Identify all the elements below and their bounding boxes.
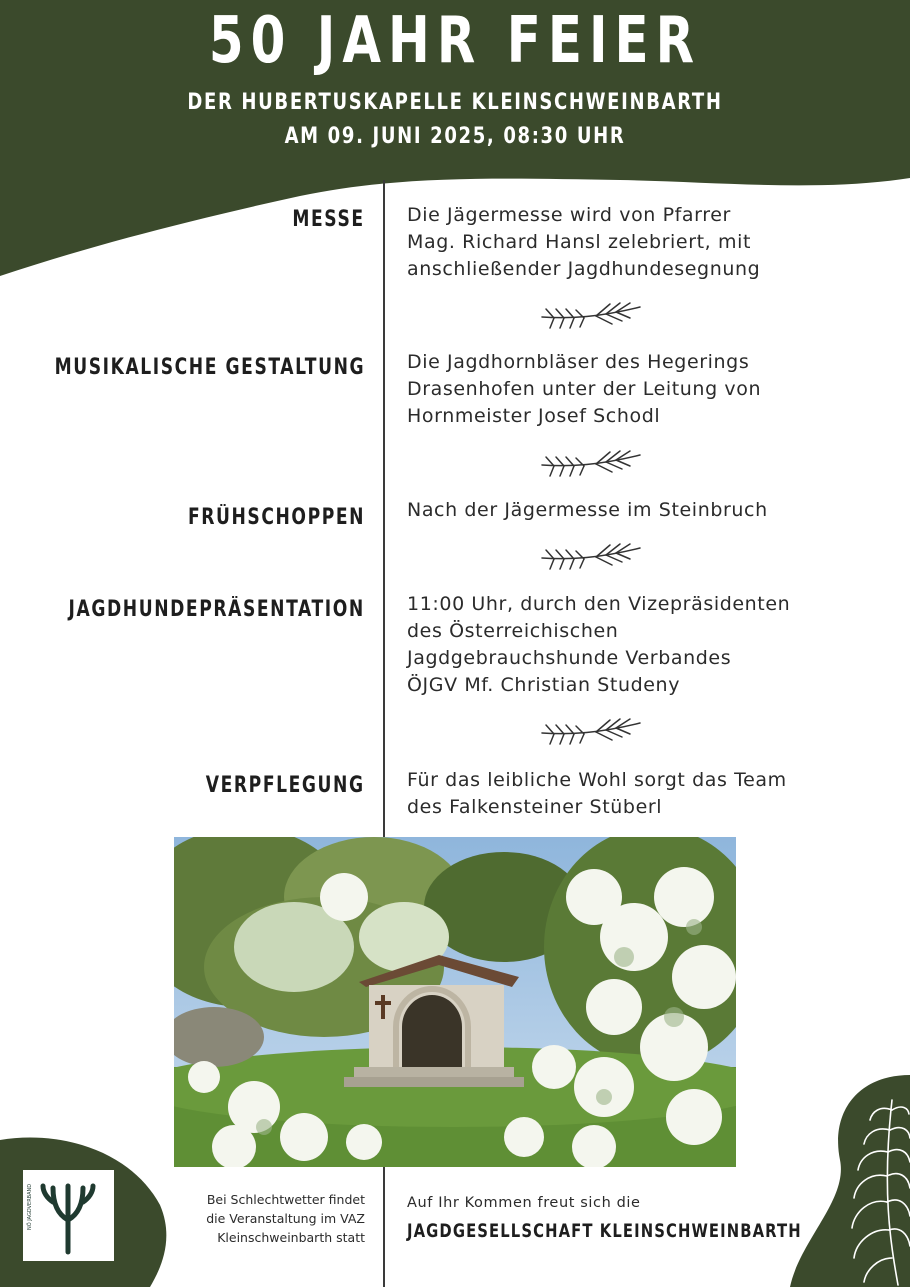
desc-line: ÖJGV Mf. Christian Studeny (407, 674, 681, 696)
desc-line: Drasenhofen unter der Leitung von (407, 378, 762, 400)
event-date: AM 09. JUNI 2025, 08:30 UHR (284, 124, 626, 149)
weather-line: die Veranstaltung im VAZ (206, 1211, 365, 1226)
desc-line: Mag. Richard Hansl zelebriert, mit (407, 231, 752, 253)
weather-notice (160, 1190, 365, 1247)
fern-decoration-icon (842, 1090, 910, 1287)
sprig-divider-icon (540, 447, 644, 483)
program-label-verpflegung: VERPFLEGUNG (206, 773, 365, 798)
desc-line: Nach der Jägermesse im Steinbruch (407, 499, 768, 521)
program-desc-verpflegung (407, 767, 877, 821)
desc-line: anschließender Jagdhundesegnung (407, 258, 761, 280)
program-desc-jagdhunde (407, 591, 877, 699)
desc-line: des Österreichischen (407, 620, 619, 642)
page-subtitle: DER HUBERTUSKAPELLE KLEINSCHWEINBARTH (187, 90, 723, 115)
program-label-jagdhunde: JAGDHUNDEPRÄSENTATION (68, 597, 365, 622)
desc-line: 11:00 Uhr, durch den Vizepräsidenten (407, 593, 791, 615)
sprig-divider-icon (540, 715, 644, 751)
program-label-fruehschoppen: FRÜHSCHOPPEN (187, 505, 365, 530)
desc-line: Die Jägermesse wird von Pfarrer (407, 204, 731, 226)
program-label-messe: MESSE (292, 207, 365, 232)
desc-line: des Falkensteiner Stüberl (407, 796, 663, 818)
host-name: JAGDGESELLSCHAFT KLEINSCHWEINBARTH (407, 1220, 802, 1242)
page-title: 50 JAHR FEIER (208, 4, 702, 78)
program-desc-musik (407, 349, 877, 430)
chapel-photo (174, 837, 736, 1167)
desc-line: Jagdgebrauchshunde Verbandes (407, 647, 732, 669)
program-label-musik: MUSIKALISCHE GESTALTUNG (54, 355, 365, 380)
desc-line: Die Jagdhornbläser des Hegerings (407, 351, 750, 373)
weather-line: Kleinschweinbarth statt (217, 1230, 365, 1245)
desc-line: Für das leibliche Wohl sorgt das Team (407, 769, 787, 791)
sprig-divider-icon (540, 540, 644, 576)
desc-line: Hornmeister Josef Schodl (407, 405, 661, 427)
weather-line: Bei Schlechtwetter findet (206, 1192, 365, 1207)
program-desc-messe (407, 202, 877, 283)
antler-tree-icon (23, 1170, 114, 1261)
jagdverband-logo (23, 1170, 114, 1261)
logo-text: NÖ JAGDVERBAND (27, 1183, 33, 1230)
welcome-text: Auf Ihr Kommen freut sich die (407, 1195, 641, 1211)
program-desc-fruehschoppen (407, 497, 877, 524)
sprig-divider-icon (540, 299, 644, 335)
